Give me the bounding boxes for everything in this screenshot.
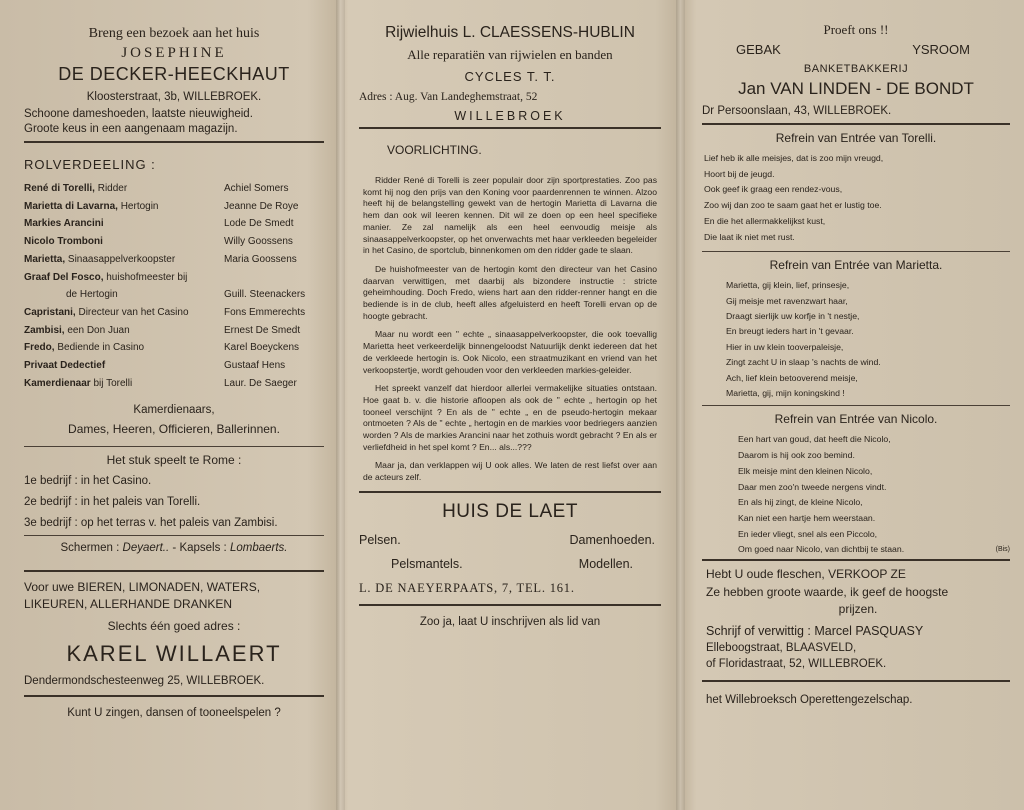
cast-role (24, 375, 132, 393)
paragraph: Maar nu wordt een " echte „ sinaasappelverkoopster, die ook toevallig Marietta heet verkeerdelijk binnengeloodst Natuurlijk denkt iedereen dat het de verkleede hertogin is. Ook Nicolo, een straatmuzikant en vriend van het verkoopstertje, wordt gehouden voor den verkleeden markies-geleider. (363, 329, 657, 375)
ad-address: Dr Persoonslaan, 43, WILLEBROEK. (702, 105, 892, 117)
role-description: Directeur van het Casino (75, 306, 189, 318)
refrain-torelli (702, 131, 1010, 245)
divider (702, 405, 1010, 406)
ad-line: BANKETBAKKERIJ (803, 63, 909, 75)
ad-address: Elleboogstraat, BLAASVELD, (706, 642, 857, 655)
refrain-line: Die laat ik niet met rust. (704, 231, 795, 242)
ad-item: Pelsen. (359, 532, 401, 547)
ad-line: Breng een bezoek aan het huis (88, 26, 260, 41)
cast-role (24, 322, 130, 340)
actor-name: Achiel Somers (224, 183, 289, 194)
extras-title: Kamerdienaars, (133, 404, 215, 417)
footer-text: het Willebroeksch Operettengezelschap. (706, 694, 913, 707)
role-name: Markies Arancini (24, 218, 104, 230)
ad-line: Voor uwe BIEREN, LIMONADEN, WATERS, (24, 580, 261, 595)
ad-address: Dendermondschesteenweg 25, WILLEBROEK. (24, 675, 265, 688)
role-description: bij Torelli (90, 377, 133, 389)
actor-name: Karel Boeyckens (224, 342, 300, 354)
ad-line: Proeft ons !! (823, 22, 889, 37)
ad-line: Alle reparatiën van rijwielen en banden (407, 47, 613, 62)
refrain-line: Ook geef ik graag een rendez-vous, (704, 184, 843, 195)
divider (359, 604, 661, 606)
actor-name: Maria Goossens (224, 253, 297, 265)
refrain-line: Marietta, gij, mijn koningskind ! (726, 388, 845, 399)
claessens-ad (359, 24, 661, 123)
refrain-line: Draagt sierlijk uw korfje in 't nestje, (726, 311, 860, 322)
repeat-note: (Bis) (995, 546, 1010, 554)
cast-row (24, 198, 324, 216)
ad-line: Slechts één goed adres : (107, 619, 241, 634)
act-2: 2e bedrijf : in het paleis van Torelli. (24, 496, 201, 509)
actor-name: Laur. De Saeger (224, 377, 297, 389)
extras (24, 404, 324, 436)
divider (24, 141, 324, 143)
refrain-line: Een hart van goud, dat heeft die Nicolo, (738, 434, 891, 445)
refrain-marietta (702, 258, 1010, 401)
cast-row (24, 215, 324, 233)
refrain-line: Hier in uw klein tooverpaleisje, (726, 341, 844, 352)
actor-name: Jeanne De Roye (224, 200, 299, 212)
actor-name: Willy Goossens (224, 236, 293, 248)
cast-row (24, 357, 324, 375)
refrain-line: Gij meisje met ravenzwart haar, (726, 295, 848, 306)
refrain-line: En die het allermakkelijkst kust, (704, 215, 826, 226)
credit-label: Kapsels : (179, 542, 227, 555)
ad-address: Adres : Aug. Van Landeghemstraat, 52 (359, 91, 538, 103)
cast-role (24, 198, 159, 216)
right-panel (688, 0, 1024, 810)
ad-line: LIKEUREN, ALLERHANDE DRANKEN (24, 597, 233, 612)
ad-name: Rijwielhuis L. CLAESSENS-HUBLIN (385, 24, 635, 41)
ad-name: JOSEPHINE (121, 45, 227, 61)
ad-line: Hebt U oude fleschen, VERKOOP ZE (706, 567, 906, 582)
cast-row (24, 269, 324, 287)
ad-address: L. DE NAEYERPAATS, 7, TEL. 161. (359, 580, 575, 595)
refrain-line: Daar men zoo'n tweede nergens vindt. (738, 481, 887, 492)
act-1: 1e bedrijf : in het Casino. (24, 475, 152, 488)
willaert-ad (24, 580, 324, 687)
role-description: huishofmeester bij (103, 271, 188, 283)
ad-line: CYCLES T. T. (464, 69, 556, 84)
actor-name: Fons Emmerechts (224, 306, 306, 318)
ad-item: YSROOM (912, 42, 970, 57)
ad-name: KAREL WILLAERT (66, 641, 282, 667)
divider (24, 695, 324, 697)
cast-role (24, 269, 187, 287)
de-laet-ad (359, 501, 661, 596)
cast-row (24, 339, 324, 357)
ad-name: Jan VAN LINDEN - DE BONDT (738, 79, 974, 98)
divider (702, 680, 1010, 682)
role-description: Ridder (94, 183, 128, 194)
divider (702, 123, 1010, 125)
divider (24, 535, 324, 536)
ad-line: Schoone dameshoeden, laatste nieuwigheid. (24, 108, 253, 120)
role-name: Marietta, (24, 253, 66, 265)
ad-line: Schrijf of verwittig : Marcel PASQUASY (706, 624, 924, 639)
refrain-line: Daarom is hij ook zoo bemind. (738, 450, 855, 461)
role-description: de Hertogin (66, 289, 118, 301)
actor-name (224, 269, 324, 287)
ad-item: Damenhoeden. (569, 532, 655, 547)
role-description: Bediende in Casino (54, 342, 145, 354)
refrain-line: Hoort bij de jeugd. (704, 168, 775, 179)
cast-title: ROLVERDEELING : (24, 157, 156, 172)
refrain-nicolo (702, 412, 1010, 553)
role-name: Graaf Del Fosco, (24, 271, 104, 283)
cast-row (24, 322, 324, 340)
paragraph: De huishofmeester van de hertogin komt den directeur van het Casino daarvan verwittigen, met daarbij als bizondere instructie : stricte geheimhouding. Doch Fredo, wiens hart aan den ridder-renner hangt en die bediende is in de club, heeft alles afgeluisterd en heeft Torelli ervan op de hoogte gebracht. (363, 263, 657, 321)
footer-text: Zoo ja, laat U inschrijven als lid van (419, 615, 601, 628)
ad-item: Modellen. (578, 556, 633, 571)
refrain-line: Ach, lief klein betooverend meisje, (726, 372, 858, 383)
refrain-line: En als hij zingt, de kleine Nicolo, (738, 497, 863, 508)
actor-name: Ernest De Smedt (224, 324, 301, 336)
refrain-line: En breugt ieders hart in 't gevaar. (726, 326, 854, 337)
cast-row (24, 286, 324, 304)
credit-label: Schermen : (60, 542, 120, 555)
cast-role (24, 215, 104, 233)
act-3: 3e bedrijf : op het terras v. het paleis van Zambisi. (24, 517, 278, 530)
paragraph: Ridder René di Torelli is zeer populair door zijn sportprestaties. Zoo pas komt hij nog den prijs van den Koning voor paardenrennen te winnen. Alzoo heeft hij de belangstelling gewekt van de hertogin Marietta di Lavarna die hem dan ook wil leeren kennen. Dit wil ze doen op een heel specifieke manier. Ze zal namelijk als een heel eenvoudig meisje als sinaasappelverkoopster, op het onverwachts met haar verkleeden begeleider in het Casino, de sportclub, binnenkomen om den ridder gade te slaan. (363, 175, 657, 256)
pasquasy-ad (702, 567, 1010, 670)
cast-list (24, 157, 324, 392)
paragraph: Het spreekt vanzelf dat hierdoor allerlei vermakelijke situaties ontstaan. Hoe gaat b. v. die historie afloopen als ook de " echte „ hertogin op het tooneel verschijnt ? En als de " echte „ en de pseudo-hertogin mekaar ontmoeten ? Als de " echte „ hertogin en de markies voor bedriegers aanzien worden ? Als de markies Arancini naar het zothuis wordt gebracht ? En als er verliefdheid in het spel komt ? En... als...??? (363, 383, 657, 452)
cast-role (24, 339, 144, 357)
cast-role (24, 251, 175, 269)
cast-role (24, 180, 127, 198)
cast-row (24, 251, 324, 269)
van-linden-ad (702, 22, 1010, 117)
cast-role (24, 304, 189, 322)
refrain-line: En ieder vliegt, snel als een Piccolo, (738, 528, 878, 539)
role-name: Kamerdienaar (24, 377, 91, 389)
left-panel (0, 0, 336, 810)
synopsis (359, 175, 661, 484)
credit-value: Lombaerts. (229, 542, 288, 555)
cast-role (24, 233, 103, 251)
cast-row (24, 375, 324, 393)
fold-line (336, 0, 345, 810)
actor-name: Gustaaf Hens (224, 360, 286, 372)
ad-line: Groote keus in een aangenaam magazijn. (24, 123, 238, 135)
setting (24, 453, 324, 529)
ad-item: GEBAK (736, 42, 781, 57)
cast-row (24, 233, 324, 251)
cast-role (24, 357, 105, 375)
role-name: Privaat Dedectief (24, 360, 106, 372)
role-name: René di Torelli, (24, 183, 95, 194)
refrain-line: Om goed naar Nicolo, van dichtbij te staan. (738, 544, 905, 555)
refrain-line: Lief heb ik alle meisjes, dat is zoo mijn vreugd, (704, 153, 884, 163)
divider (359, 491, 661, 493)
refrain-title: Refrein van Entrée van Nicolo. (774, 412, 938, 427)
cast-row (24, 180, 324, 198)
ad-line: Ze hebben groote waarde, ik geef de hoogste (706, 585, 949, 600)
divider (702, 251, 1010, 252)
ad-item: Pelsmantels. (391, 556, 463, 571)
ad-town: WILLEBROEK (454, 109, 566, 123)
divider (702, 559, 1010, 561)
divider (24, 446, 324, 447)
refrain-line: Marietta, gij klein, lief, prinsesje, (726, 280, 850, 291)
actor-name: Guill. Steenackers (224, 289, 306, 301)
role-description: een Don Juan (64, 324, 130, 336)
actor-name: Lode De Smedt (224, 218, 294, 230)
divider (24, 570, 324, 572)
cast-role (24, 286, 118, 304)
credits: Schermen : Deyaert.. - Kapsels : Lombaerts. (60, 542, 288, 555)
ad-name: HUIS DE LAET (442, 500, 578, 522)
fold-line (676, 0, 685, 810)
extras-list: Dames, Heeren, Officieren, Ballerinnen. (68, 422, 280, 437)
ad-name: DE DECKER-HEECKHAUT (58, 64, 290, 84)
middle-panel (345, 0, 675, 810)
refrain-line: Zoo wij dan zoo te saam gaat het er lustig toe. (704, 200, 882, 211)
section-title: VOORLICHTING. (387, 143, 482, 157)
ad-address: Kloosterstraat, 3b, WILLEBROEK. (86, 91, 262, 103)
refrain-title: Refrein van Entrée van Torelli. (775, 131, 937, 145)
divider (359, 127, 661, 129)
role-name: Fredo, (24, 342, 55, 354)
refrain-line: Elk meisje mint den kleinen Nicolo, (738, 465, 873, 476)
cast-row (24, 304, 324, 322)
paragraph: Maar ja, dan verklappen wij U ook alles. We laten de rest liefst over aan de acteurs zelf. (363, 460, 657, 483)
refrain-line: Zingt zacht U in slaap 's nachts de wind. (726, 357, 881, 368)
ad-line: prijzen. (838, 602, 878, 617)
role-name: Nicolo Tromboni (24, 236, 103, 248)
decker-ad (24, 26, 324, 135)
role-name: Capristani, (24, 306, 76, 318)
refrain-line: Kan niet een hartje hem weerstaan. (738, 512, 876, 523)
role-description: Sinaasappelverkoopster (65, 253, 176, 265)
credit-value: Deyaert.. (122, 542, 170, 555)
refrain-title: Refrein van Entrée van Marietta. (769, 258, 943, 273)
footer-text: Kunt U zingen, dansen of tooneelspelen ? (67, 707, 281, 720)
role-description: Hertogin (117, 200, 159, 212)
role-name: Marietta di Lavarna, (24, 200, 118, 212)
role-name: Zambisi, (24, 324, 65, 336)
ad-address: of Floridastraat, 52, WILLEBROEK. (706, 658, 887, 671)
setting-title: Het stuk speelt te Rome : (106, 453, 242, 468)
